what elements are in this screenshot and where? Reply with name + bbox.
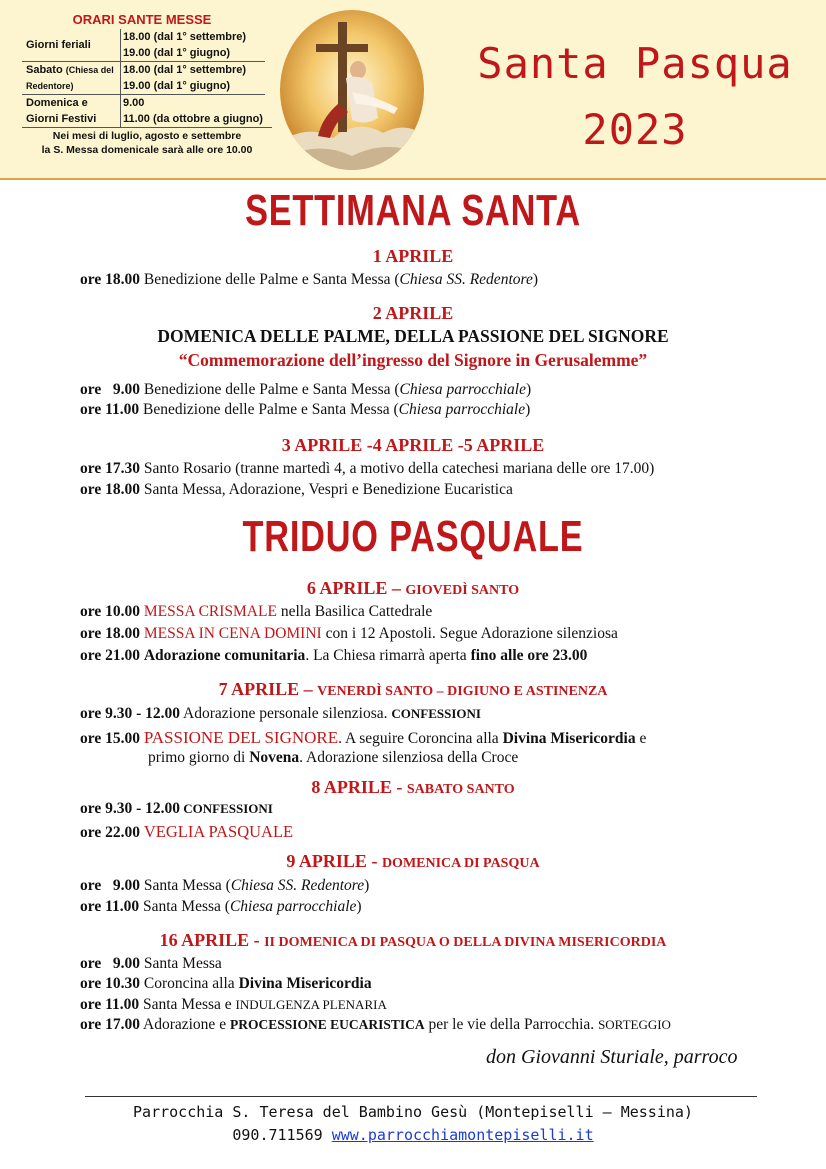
schedule-table: [22, 29, 265, 127]
day-title-date: 6 APRILE –: [306, 578, 406, 598]
line-text: Santa Messa (: [143, 898, 230, 915]
line-time: ore 9.30 - 12.00: [80, 705, 181, 722]
schedule-line: [80, 603, 432, 621]
line-time: ore 9.00: [80, 877, 140, 894]
schedule-line: [80, 481, 513, 499]
banner-year: 2023: [582, 105, 688, 154]
line-bold: PROCESSIONE EUCARISTICA: [229, 1017, 425, 1032]
schedule-time: 18.00 (dal 1° settembre): [121, 62, 265, 79]
day-subtitle: DOMENICA DELLE PALME, DELLA PASSIONE DEL SIGNORE: [157, 326, 669, 346]
line-text: Benedizione delle Palme e Santa Messa (: [143, 271, 400, 288]
day-title: 1 APRILE: [372, 246, 454, 266]
day-title-date: 7 APRILE –: [218, 679, 318, 699]
line-text: Santa Messa, Adorazione, Vespri e Benedizione Eucaristica: [143, 481, 513, 498]
day-title: 2 APRILE: [372, 303, 454, 323]
schedule-day-note: (Chiesa del Redentore): [26, 65, 114, 91]
day-title: [0, 930, 826, 951]
line-text: . A seguire Coroncina alla: [338, 730, 503, 747]
schedule-line: [80, 625, 618, 643]
line-text: ): [364, 877, 370, 894]
line-text: Adorazione e: [143, 1016, 230, 1033]
schedule-line: [80, 460, 654, 478]
banner-title-line: Santa Pasqua: [477, 39, 793, 88]
day-quote: “Commemorazione dell’ingresso del Signore in Gerusalemme”: [178, 350, 648, 370]
line-text: ): [532, 271, 539, 288]
schedule-line: [148, 749, 518, 767]
schedule-note: [22, 127, 272, 157]
line-time: ore 9.00: [80, 955, 140, 972]
banner-title: [460, 36, 810, 158]
day-title-name: II DOMENICA DI PASQUA O DELLA DIVINA MISERICORDIA: [264, 935, 667, 950]
line-text: ): [525, 381, 532, 398]
line-time: ore 15.00: [80, 730, 140, 747]
day-title: [0, 578, 826, 599]
schedule-day-label: Sabato: [26, 64, 63, 76]
schedule-time: 9.00: [121, 95, 265, 112]
schedule-line: [80, 1016, 671, 1034]
line-text: Coroncina alla: [143, 975, 239, 992]
line-highlight: MESSA CRISMALE: [143, 603, 277, 620]
line-smallcaps: SORTEGGIO: [598, 1017, 671, 1032]
signature: don Giovanni Sturiale, parroco: [486, 1046, 738, 1068]
day-title: [0, 851, 826, 872]
line-text: ): [525, 401, 531, 418]
schedule-line: [80, 877, 369, 895]
footer-parish: Parrocchia S. Teresa del Bambino Gesù (Montepiselli – Messina): [133, 1103, 693, 1121]
line-text: Santa Messa (: [143, 877, 231, 894]
line-bold: CONFESSIONI: [391, 706, 481, 721]
schedule-line: [80, 996, 387, 1014]
day-title: [0, 777, 826, 798]
schedule-line: [80, 381, 531, 399]
schedule-line: [80, 822, 293, 842]
line-bold: Divina Misericordia: [502, 730, 636, 747]
line-text: per le vie della Parrocchia.: [424, 1016, 599, 1033]
line-place: Chiesa SS. Redentore: [399, 271, 533, 288]
line-time: ore 18.00: [80, 481, 140, 498]
schedule-row-sunday: [22, 95, 265, 112]
header-banner: [0, 0, 826, 180]
schedule-note-line: Nei mesi di luglio, agosto e settembre: [52, 130, 242, 142]
line-bold: CONFESSIONI: [180, 801, 273, 816]
schedule-day: Domenica e Giorni Festivi: [22, 95, 121, 128]
line-text: e: [635, 730, 647, 747]
line-bold: Divina Misericordia: [238, 975, 372, 992]
section-title-settimana-santa: SETTIMANA SANTA: [245, 186, 581, 235]
line-time: ore 17.00: [80, 1016, 140, 1033]
schedule-time-value: 11.00: [123, 113, 150, 125]
line-bold: fino alle ore 23.00: [470, 647, 588, 664]
line-smallcaps: INDULGENZA PLENARIA: [235, 997, 387, 1012]
schedule-row-saturday: [22, 62, 265, 79]
line-time: ore 9.00: [80, 381, 140, 398]
footer-contact: [0, 1126, 826, 1144]
line-text: Adorazione personale silenziosa.: [180, 705, 392, 722]
line-text: con i 12 Apostoli. Segue Adorazione silenziosa: [321, 625, 618, 642]
line-place: Chiesa parrocchiale: [398, 401, 526, 418]
day-title-name: VENERDÌ SANTO – DIGIUNO E ASTINENZA: [317, 684, 608, 699]
schedule-time: 18.00 (dal 1° settembre): [121, 29, 265, 45]
day-title-name: GIOVEDÌ SANTO: [405, 583, 520, 598]
line-time: ore 18.00: [80, 625, 140, 642]
footer-divider: [85, 1096, 757, 1097]
day-title-name: DOMENICA DI PASQUA: [381, 856, 540, 871]
line-text: . Adorazione silenziosa della Croce: [299, 749, 519, 766]
section-title-triduo-pasquale: TRIDUO PASQUALE: [242, 512, 584, 561]
line-time: ore 9.30 - 12.00: [80, 800, 181, 817]
line-place: Chiesa parrocchiale: [229, 898, 357, 915]
day-title: [0, 679, 826, 700]
schedule-line: [80, 647, 587, 665]
line-time: ore 10.30: [80, 975, 140, 992]
line-text: . La Chiesa rimarrà aperta: [305, 647, 471, 664]
line-text: nella Basilica Cattedrale: [276, 603, 433, 620]
day-title-name: SABATO SANTO: [406, 782, 515, 797]
day-title-date: 16 APRILE -: [159, 930, 265, 950]
line-text: Benedizione delle Palme e Santa Messa (: [143, 401, 399, 418]
schedule-time: 19.00 (dal 1° giugno): [121, 78, 265, 95]
schedule-line: [80, 955, 222, 973]
line-time: ore 17.30: [80, 460, 140, 477]
footer-phone: 090.711569: [232, 1126, 323, 1144]
schedule-day: [22, 62, 121, 95]
line-bold: Novena: [249, 749, 300, 766]
line-time: ore 11.00: [80, 996, 140, 1013]
risen-christ-medallion: [278, 8, 426, 173]
line-highlight: VEGLIA PASQUALE: [143, 822, 294, 841]
schedule-line: [80, 271, 538, 289]
schedule-line: [80, 975, 372, 993]
schedule-line: [80, 401, 530, 419]
line-time: ore 10.00: [80, 603, 140, 620]
line-time: ore 11.00: [80, 401, 140, 418]
line-highlight: MESSA IN CENA DOMINI: [143, 625, 322, 642]
line-text: ): [356, 898, 362, 915]
line-time: ore 21.00: [80, 647, 140, 664]
schedule-line: [80, 898, 362, 916]
line-time: ore 11.00: [80, 898, 140, 915]
schedule-day: Giorni feriali: [26, 39, 91, 51]
line-text: primo giorno di: [148, 749, 250, 766]
day-title-date: 8 APRILE -: [311, 777, 407, 797]
schedule-time: [121, 111, 265, 127]
schedule-line: [80, 800, 273, 818]
line-place: Chiesa SS. Redentore: [230, 877, 365, 894]
line-highlight: PASSIONE DEL SIGNORE: [143, 728, 339, 747]
line-text: Benedizione delle Palme e Santa Messa (: [143, 381, 400, 398]
mass-schedule-box: [22, 12, 272, 157]
line-time: ore 18.00: [80, 271, 140, 288]
day-title: 3 APRILE -4 APRILE -5 APRILE: [281, 435, 545, 455]
schedule-line: [80, 705, 481, 723]
line-time: ore 22.00: [80, 824, 140, 841]
schedule-line: [80, 728, 646, 748]
schedule-time: 19.00 (dal 1° giugno): [121, 45, 265, 62]
footer-website-link[interactable]: www.parrocchiamontepiselli.it: [331, 1126, 594, 1144]
schedule-title: ORARI SANTE MESSE: [72, 12, 212, 27]
day-title-date: 9 APRILE -: [286, 851, 382, 871]
schedule-time-note: (da ottobre a giugno): [152, 113, 263, 125]
schedule-note-line: la S. Messa domenicale sarà alle ore 10.00: [41, 144, 253, 156]
line-text: Santa Messa e: [143, 996, 236, 1013]
line-bold: Adorazione comunitaria: [143, 647, 306, 664]
line-text: Santa Messa: [143, 955, 222, 972]
line-place: Chiesa parrocchiale: [399, 381, 526, 398]
schedule-row-weekdays: [22, 29, 265, 45]
line-text: Santo Rosario (tranne martedì 4, a motivo della catechesi mariana delle ore 17.00): [143, 460, 655, 477]
